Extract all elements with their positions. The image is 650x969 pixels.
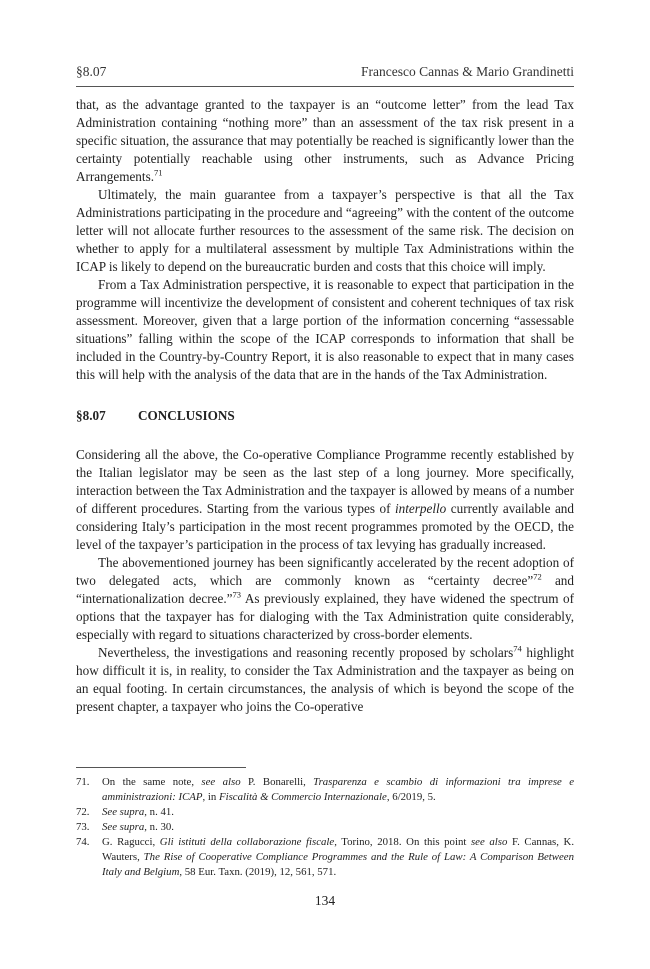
section-number: §8.07: [76, 408, 106, 423]
conclusions-paragraph-3: Nevertheless, the investigations and reasoning recently proposed by scholars$^{74}$ highlight how difficult it is, in reality, to consider the Tax Administration and the taxpayer as being on an equal footing. In certain circumstances, the analysis of which is beyond the scope of the present chapter, a taxpayer who joins the Co-operative: [76, 643, 574, 714]
footnote-number: 73.: [76, 821, 90, 833]
footnote-72: [76, 805, 574, 820]
footnote-segment: , n. 30.: [144, 821, 174, 833]
conclusions-paragraph-2: The abovementioned journey has been significantly accelerated by the recent adoption of two delegated acts, which are commonly known as “certainty decree”$^{72}$ and “internationalization decree.”$^{73}$ As previously explained, they have widened the spectrum of options that the taxpayer has for dialoging with the Tax Administration quite considerably, especially with regard to situations characterized by cross-border elements.: [76, 555, 575, 642]
footnote-ref-74[interactable]: 74: [513, 643, 522, 654]
footnote-segment: , 58 Eur. Taxn. (2019), 12, 561, 571.: [179, 866, 337, 878]
footnote-ref-71[interactable]: 71: [154, 167, 163, 178]
footnote-segment: G. Ragucci,: [102, 836, 160, 848]
footnote-italic-segment: Trasparenza e scambio di informazioni tra imprese e amministrazioni: ICAP: [102, 776, 575, 803]
footnote-text: [102, 805, 574, 820]
footnote-segment: , Torino, 2018. On this point: [334, 836, 471, 848]
footnote-text: [102, 835, 574, 880]
paragraph-3: From a Tax Administration perspective, it is reasonable to expect that participation in the programme will incentivize the development of consistent and coherent techniques of tax risk assessment. Moreover, given that a large portion of the information concerning “assessable situations” falling within the scope of the ICAP corresponds to information that shall be included in the Country-by-Country Report, it is also reasonable to expect that in many cases this will help with the analysis of the data that are in the hands of the Tax Administration.: [76, 277, 574, 382]
footnote-italic-segment: Gli istituti della collaborazione fiscale: [159, 836, 335, 848]
body-text: [76, 96, 574, 716]
footnote-ref-72[interactable]: 72: [533, 571, 542, 582]
section-heading: [76, 407, 574, 425]
italic-term-interpello: interpello: [394, 501, 447, 516]
paragraph-2: Ultimately, the main guarantee from a taxpayer’s perspective is that all the Tax Administrations participating in the procedure and “agreeing” with the content of the outcome letter will not allocate further resources to the assessment of the same risk. The decision on whether to apply for a multilateral assessment by multiple Tax Administrations within the ICAP is likely to depend on the bureaucratic burden and costs that this choice will imply.: [76, 187, 574, 274]
footnote-italic-segment: see also: [201, 776, 241, 788]
footnotes: [76, 775, 574, 880]
footnote-segment: P. Bonarelli,: [240, 776, 314, 788]
footnote-74: [76, 835, 574, 880]
footnote-73: [76, 820, 574, 835]
footnote-text: [102, 820, 574, 835]
footnote-number: 71.: [76, 776, 90, 788]
page-number: 134: [314, 893, 336, 908]
footnote-number: 74.: [76, 836, 90, 848]
running-header: [76, 64, 574, 80]
footnote-italic-segment: Fiscalità & Commercio Internazionale: [218, 791, 387, 803]
paragraph-1: that, as the advantage granted to the taxpayer is an “outcome letter” from the lead Tax Administration containing “nothing more” than an assessment of the tax risk present in a specific situation, the assurance that may potentially be reached is significantly lower than the certainty potentially reachable using other instruments, such as Advance Pricing Arrangements.$^{71}$: [76, 97, 574, 184]
header-section-number: §8.07: [76, 64, 107, 79]
footnote-italic-segment: See supra: [102, 806, 145, 818]
footnote-number: 72.: [76, 806, 90, 818]
footnote-text: [102, 775, 574, 805]
footnote-segment: F. Cannas, K. Wauters,: [102, 836, 575, 863]
header-rule: [76, 86, 574, 87]
footnote-italic-segment: See supra: [102, 821, 145, 833]
footnote-71: [76, 775, 574, 805]
footnote-italic-segment: The Rise of Cooperative Compliance Programmes and the Rule of Law: A Comparison Between Italy and Belgium: [102, 851, 574, 878]
footnote-segment: On the same note,: [102, 776, 202, 788]
header-authors: Francesco Cannas & Mario Grandinetti: [361, 64, 574, 79]
conclusions-paragraph-1: Considering all the above, the Co-operative Compliance Programme recently established by the Italian legislator may be seen as the last step of a long journey. More specifically, interaction between the Tax Administration and the taxpayer is allowed by means of a number of different procedures. Starting from the various types of interpello currently available and considering Italy’s participation in the most recent programmes promoted by the OECD, the level of the taxpayer’s participation in the process of tax levying has gradually increased.: [76, 447, 574, 552]
footnote-italic-segment: see also: [470, 836, 508, 848]
footnote-ref-73[interactable]: 73: [232, 589, 242, 600]
footnote-rule: [76, 767, 246, 768]
footnote-segment: , in: [202, 791, 219, 803]
footnote-segment: , 6/2019, 5.: [386, 791, 436, 803]
section-title: CONCLUSIONS: [138, 408, 235, 423]
footnote-segment: , n. 41.: [144, 806, 174, 818]
